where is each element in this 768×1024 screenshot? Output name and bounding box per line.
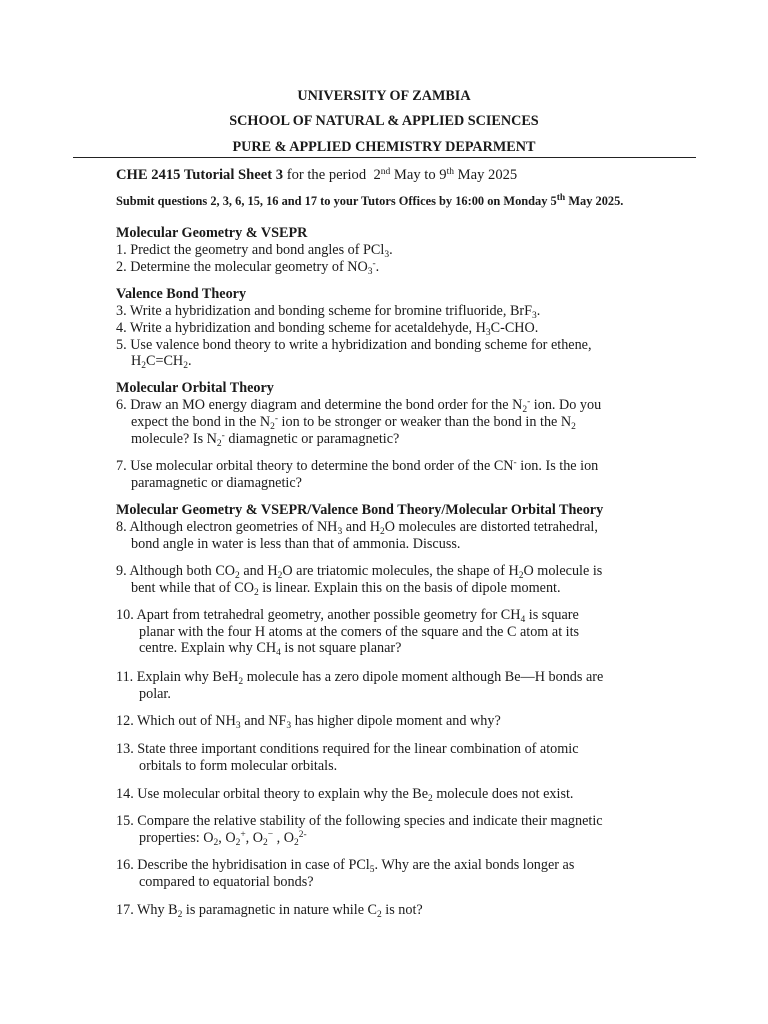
course-period: for the period — [286, 167, 367, 183]
q16-text1b: . Why are the axial bonds longer as — [374, 857, 575, 873]
question-10-line1 — [116, 607, 579, 624]
q10-text1b: is square — [528, 607, 579, 623]
question-16-line2: compared to equatorial bonds? — [139, 874, 314, 890]
section-heading-combined: Molecular Geometry & VSEPR/Valence Bond Theory/Molecular Orbital Theory — [116, 502, 604, 518]
question-1 — [116, 242, 393, 259]
q15-plus: + — [240, 830, 246, 840]
q8-sub2: 2 — [380, 527, 385, 537]
university-title: UNIVERSITY OF ZAMBIA — [297, 88, 471, 104]
question-17 — [116, 902, 423, 919]
question-2 — [116, 259, 379, 276]
q12-sub1: 3 — [235, 721, 241, 731]
q6-sub2: 2 — [270, 422, 275, 432]
q15-minus: − — [267, 830, 274, 840]
q9-sub1: 2 — [235, 571, 240, 581]
header-rule — [73, 157, 696, 158]
q15-text: properties: O — [139, 830, 214, 846]
q6-sup2: - — [274, 414, 278, 424]
q2-text: 2. Determine the molecular geometry of NO — [116, 259, 368, 275]
question-15-line2 — [139, 830, 307, 847]
q8-text1b: and H — [345, 519, 381, 535]
q1-end: . — [389, 242, 393, 258]
q16-text1: 16. Describe the hybridisation in case of PCl — [116, 857, 370, 873]
q6-sub1: 2 — [522, 405, 528, 415]
q6-text2: expect the bond in the N — [131, 414, 271, 430]
q7-text1b: ion. Is the ion — [520, 458, 599, 474]
question-6-line3 — [131, 431, 399, 448]
q8-text1: 8. Although electron geometries of NH — [116, 519, 338, 535]
q17-sub2: 2 — [377, 910, 382, 920]
q5-h: H — [131, 353, 142, 369]
q9-text1d: O molecule is — [523, 563, 603, 579]
q16-sub: 5 — [369, 865, 375, 875]
question-9-line2 — [131, 580, 561, 597]
question-10-line2: planar with the four H atoms at the comers of the square and the C atom at its — [139, 624, 580, 640]
question-3 — [116, 303, 540, 320]
q15-minus2: 2- — [298, 830, 307, 840]
q5-c: C=CH — [146, 353, 184, 369]
question-6-line1 — [116, 397, 601, 414]
q5-end: . — [187, 353, 192, 369]
section-heading-vsepr: Molecular Geometry & VSEPR — [116, 225, 308, 241]
q6-sub3: 2 — [571, 422, 576, 432]
q9-text1: 9. Although both CO — [116, 563, 236, 579]
q17-text1: 17. Why B — [116, 902, 178, 918]
q10-sub2: 4 — [276, 648, 281, 658]
q5-sub1: 2 — [141, 361, 146, 371]
q6-text3b: diamagnetic or paramagnetic? — [228, 431, 400, 447]
q15-sub2: 2 — [235, 838, 241, 848]
q6-sub4: 2 — [216, 439, 222, 449]
q4-text: 4. Write a hybridization and bonding scheme for acetaldehyde, H — [116, 320, 486, 336]
school-title: SCHOOL OF NATURAL & APPLIED SCIENCES — [229, 113, 539, 129]
q9-text1b: and H — [243, 563, 278, 579]
submit-text: Submit questions 2, 3, 6, 15, 16 and 17 to your Tutors Offices by 16:00 on Monday 5 — [116, 194, 557, 208]
question-7-line1 — [116, 458, 598, 475]
q6-sup4: - — [221, 431, 225, 441]
q2-end: . — [375, 259, 380, 275]
q9-text2: bent while that of CO — [131, 580, 254, 596]
q1-sub: 3 — [384, 250, 390, 260]
q15-sep3: , O — [273, 830, 295, 846]
question-8-line1 — [116, 519, 598, 536]
q3-text: 3. Write a hybridization and bonding scheme for bromine trifluoride, BrF — [116, 303, 533, 319]
q15-sub3: 2 — [263, 838, 268, 848]
q7-sup: - — [513, 458, 517, 468]
q7-text1: 7. Use molecular orbital theory to determine the bond order of the CN — [116, 458, 514, 474]
question-13-line1: 13. State three important conditions required for the linear combination of atomic — [116, 741, 579, 757]
q12-sub2: 3 — [286, 721, 292, 731]
q4-end: C-CHO. — [490, 320, 539, 336]
date-start: 2 — [373, 167, 381, 183]
date-end: May 2025 — [457, 167, 518, 183]
question-5-line2 — [131, 353, 191, 370]
q6-text1b: ion. Do you — [533, 397, 602, 413]
q10-sub1: 4 — [520, 615, 526, 625]
question-5-line1: 5. Use valence bond theory to write a hybridization and bonding scheme for ethene, — [116, 337, 592, 353]
date-start-suffix: nd — [380, 167, 391, 177]
q6-sup1: - — [527, 397, 531, 407]
q6-text3: molecule? Is N — [131, 431, 217, 447]
date-mid: May to 9 — [393, 167, 447, 183]
q12-text1: 12. Which out of NH — [116, 713, 236, 729]
date-end-suffix: th — [446, 167, 454, 177]
question-12 — [116, 713, 501, 730]
question-16-line1 — [116, 857, 574, 874]
q14-sub: 2 — [428, 794, 433, 804]
question-4 — [116, 320, 538, 337]
q8-sub1: 3 — [337, 527, 343, 537]
question-6-line2 — [131, 414, 576, 431]
q15-sub4: 2 — [294, 838, 299, 848]
q3-end: . — [536, 303, 541, 319]
q9-sub3: 2 — [518, 571, 524, 581]
q17-text2: is paramagnetic in nature while C — [185, 902, 377, 918]
q14-text2: molecule does not exist. — [436, 786, 574, 802]
q6-text2b: ion to be stronger or weaker than the bond in the N — [281, 414, 572, 430]
q5-sub2: 2 — [183, 361, 188, 371]
q4-sub: 3 — [485, 328, 491, 338]
section-heading-vbt: Valence Bond Theory — [116, 286, 247, 302]
question-7-line2: paramagnetic or diamagnetic? — [131, 475, 302, 491]
q11-sub: 2 — [238, 677, 244, 687]
q9-text2b: is linear. Explain this on the basis of dipole moment. — [262, 580, 561, 596]
q17-sub1: 2 — [177, 910, 183, 920]
q9-sub4: 2 — [253, 588, 259, 598]
q8-text1c: O molecules are distorted tetrahedral, — [384, 519, 598, 535]
section-heading-mot: Molecular Orbital Theory — [116, 380, 274, 396]
q10-text3b: is not square planar? — [284, 640, 402, 656]
question-8-line2: bond angle in water is less than that of ammonia. Discuss. — [131, 536, 461, 552]
department-title: PURE & APPLIED CHEMISTRY DEPARMENT — [232, 139, 536, 155]
question-11-line2: polar. — [139, 686, 171, 702]
course-code: CHE 2415 Tutorial Sheet 3 — [116, 167, 284, 183]
question-15-line1: 15. Compare the relative stability of the following species and indicate their magnetic — [116, 813, 603, 829]
q15-sub1: 2 — [213, 838, 219, 848]
q9-sub2: 2 — [277, 571, 283, 581]
q12-text3: has higher dipole moment and why? — [294, 713, 501, 729]
q3-sub: 3 — [532, 311, 537, 321]
question-10-line3 — [139, 640, 401, 657]
question-9-line1 — [116, 563, 602, 580]
q15-sep2: , O — [245, 830, 264, 846]
q11-text1: 11. Explain why BeH — [116, 669, 239, 685]
course-line — [116, 167, 517, 184]
q17-text3: is not? — [385, 902, 423, 918]
q10-text3: centre. Explain why CH — [139, 640, 277, 656]
q11-text1b: molecule has a zero dipole moment although Be—H bonds are — [246, 669, 604, 685]
q12-text2: and NF — [244, 713, 287, 729]
q2-sup: - — [372, 259, 376, 269]
question-11-line1 — [116, 669, 603, 686]
submit-instructions — [116, 194, 623, 209]
q9-text1c: O are triatomic molecules, the shape of H — [282, 563, 519, 579]
q14-text1: 14. Use molecular orbital theory to explain why the Be — [116, 786, 429, 802]
question-13-line2: orbitals to form molecular orbitals. — [139, 758, 338, 774]
submit-tail: May 2025. — [568, 194, 624, 208]
submit-sup: th — [556, 193, 566, 203]
q1-text: 1. Predict the geometry and bond angles of PCl — [116, 242, 385, 258]
q6-text1: 6. Draw an MO energy diagram and determine the bond order for the N — [116, 397, 523, 413]
q10-text1: 10. Apart from tetrahedral geometry, another possible geometry for CH — [116, 607, 521, 623]
question-14 — [116, 786, 573, 803]
q2-sub: 3 — [367, 267, 373, 277]
q15-sep1: , O — [218, 830, 236, 846]
